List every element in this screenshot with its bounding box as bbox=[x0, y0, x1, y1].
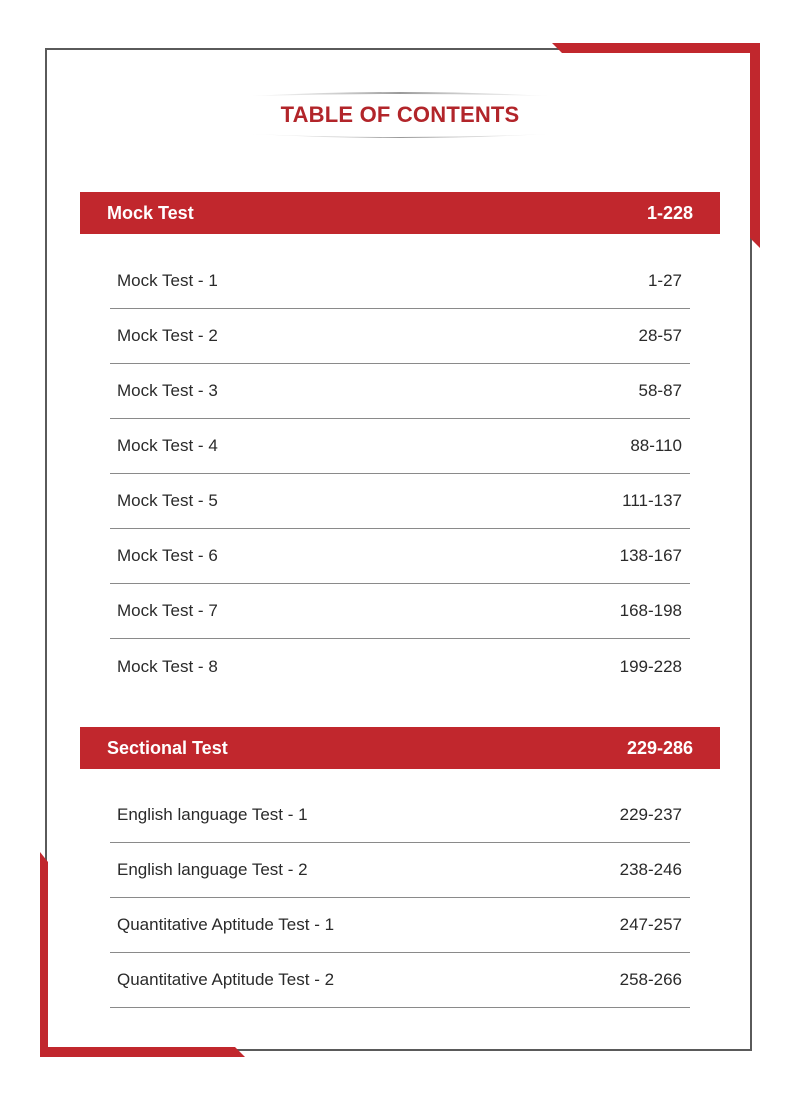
section-title: Mock Test bbox=[107, 202, 194, 223]
title-banner bbox=[250, 88, 550, 144]
toc-entry bbox=[110, 364, 690, 419]
section-header-sectional-test bbox=[80, 727, 720, 769]
section-header-mock-test bbox=[80, 192, 720, 234]
entry-title: Mock Test - 1 bbox=[117, 271, 218, 290]
toc-entry bbox=[110, 584, 690, 639]
entry-title: Mock Test - 2 bbox=[117, 326, 218, 345]
section-entries-mock-test bbox=[110, 254, 690, 694]
section-entries-sectional-test bbox=[110, 788, 690, 1008]
page-title: TABLE OF CONTENTS bbox=[280, 102, 520, 127]
toc-entry bbox=[110, 898, 690, 953]
entry-title: Mock Test - 7 bbox=[117, 601, 218, 620]
toc-entry bbox=[110, 788, 690, 843]
toc-entry bbox=[110, 254, 690, 309]
section-pages: 229-286 bbox=[626, 737, 693, 758]
entry-title: Mock Test - 6 bbox=[117, 546, 218, 565]
toc-entry bbox=[110, 639, 690, 694]
entry-title: English language Test - 2 bbox=[117, 860, 308, 879]
entry-title: Mock Test - 8 bbox=[117, 656, 218, 676]
entry-title: Mock Test - 5 bbox=[117, 491, 218, 510]
entry-pages: 238-246 bbox=[619, 860, 682, 879]
entry-title: Mock Test - 3 bbox=[117, 381, 218, 400]
section-pages: 1-228 bbox=[646, 202, 693, 223]
entry-title: Quantitative Aptitude Test - 1 bbox=[117, 915, 335, 934]
entry-title: English language Test - 1 bbox=[117, 805, 308, 824]
toc-entry bbox=[110, 419, 690, 474]
toc-entry bbox=[110, 474, 690, 529]
entry-pages: 258-266 bbox=[619, 970, 682, 989]
entry-pages: 247-257 bbox=[619, 915, 682, 934]
toc-entry bbox=[110, 953, 690, 1008]
entry-pages: 138-167 bbox=[619, 546, 682, 565]
entry-pages: 168-198 bbox=[619, 601, 682, 620]
entry-title: Mock Test - 4 bbox=[117, 436, 218, 455]
entry-pages: 58-87 bbox=[638, 381, 682, 400]
toc-entry bbox=[110, 529, 690, 584]
entry-pages: 229-237 bbox=[619, 805, 682, 824]
entry-pages: 88-110 bbox=[630, 436, 682, 455]
toc-entry bbox=[110, 309, 690, 364]
entry-title: Quantitative Aptitude Test - 2 bbox=[117, 970, 335, 989]
entry-pages: 28-57 bbox=[638, 326, 682, 345]
toc-entry bbox=[110, 843, 690, 898]
entry-pages: 1-27 bbox=[647, 271, 682, 290]
section-title: Sectional Test bbox=[107, 737, 228, 758]
entry-pages: 111-137 bbox=[622, 491, 682, 510]
entry-pages: 199-228 bbox=[619, 656, 682, 676]
